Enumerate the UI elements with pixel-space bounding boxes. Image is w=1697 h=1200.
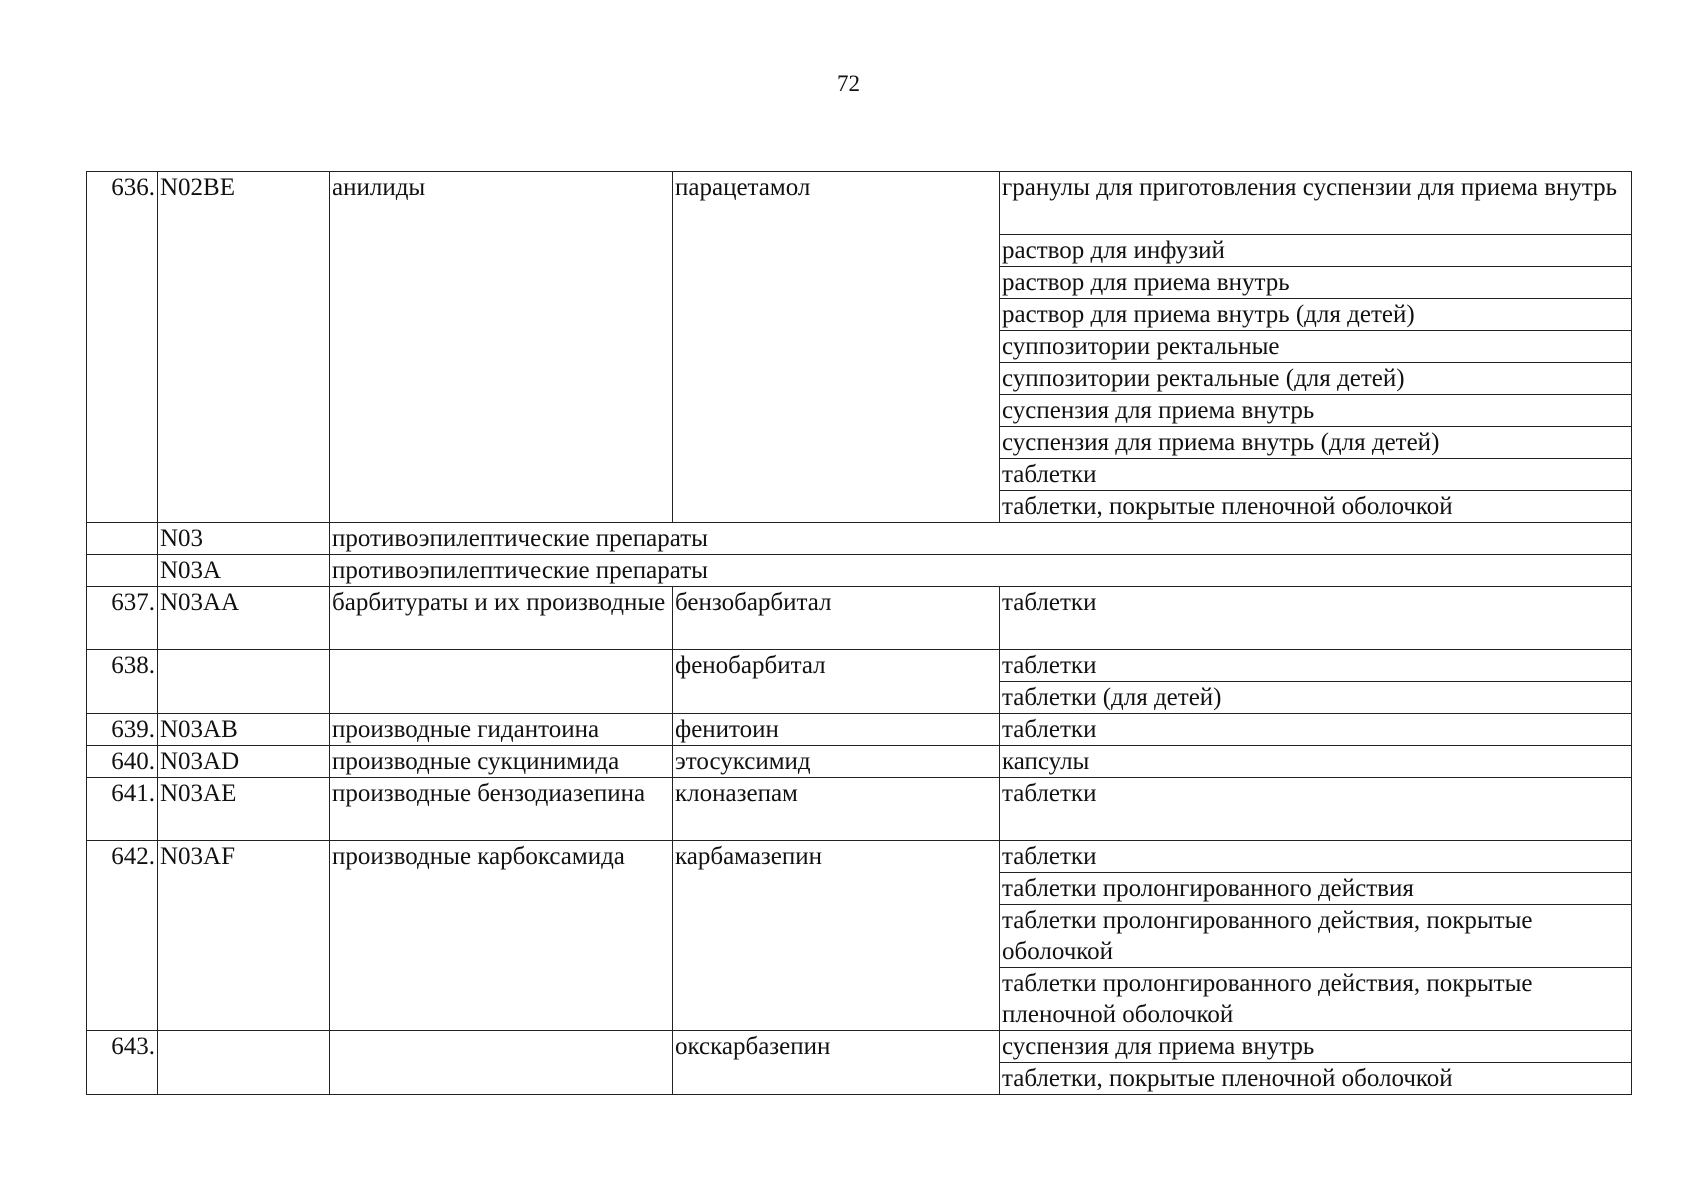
dosage-form: таблетки xyxy=(1000,714,1632,746)
table-row xyxy=(87,841,1632,873)
dosage-form: раствор для приема внутрь (для детей) xyxy=(1000,299,1632,331)
row-number: 637. xyxy=(87,587,158,650)
drug-name: парацетамол xyxy=(673,172,1000,523)
row-number: 640. xyxy=(87,746,158,778)
dosage-form: таблетки пролонгированного действия xyxy=(1000,873,1632,905)
drug-name: клоназепам xyxy=(673,778,1000,841)
pharmacological-group: производные карбоксамида xyxy=(330,841,673,1031)
pharmacological-group: производные бензодиазепина xyxy=(330,778,673,841)
dosage-form: раствор для приема внутрь xyxy=(1000,267,1632,299)
row-number: 643. xyxy=(87,1031,158,1095)
dosage-form: таблетки пролонгированного действия, покрытые оболочкой xyxy=(1000,905,1632,968)
row-number xyxy=(87,555,158,587)
atc-code: N03AD xyxy=(158,746,330,778)
atc-group-title: противоэпилептические препараты xyxy=(330,523,1632,555)
dosage-form: таблетки xyxy=(1000,778,1632,841)
row-number xyxy=(87,523,158,555)
drug-name: фенобарбитал xyxy=(673,650,1000,714)
dosage-form: суспензия для приема внутрь (для детей) xyxy=(1000,427,1632,459)
dosage-form: таблетки, покрытые пленочной оболочкой xyxy=(1000,1063,1632,1095)
drug-name: этосуксимид xyxy=(673,746,1000,778)
drug-name: окскарбазепин xyxy=(673,1031,1000,1095)
dosage-form: таблетки xyxy=(1000,459,1632,491)
atc-code: N03A xyxy=(158,555,330,587)
atc-code xyxy=(158,1031,330,1095)
drug-list-table xyxy=(86,171,1632,1095)
dosage-form: таблетки пролонгированного действия, покрытые пленочной оболочкой xyxy=(1000,968,1632,1031)
table-row xyxy=(87,172,1632,235)
atc-code: N02BE xyxy=(158,172,330,523)
row-number: 639. xyxy=(87,714,158,746)
dosage-form: таблетки xyxy=(1000,841,1632,873)
atc-code: N03AE xyxy=(158,778,330,841)
drug-name: бензобарбитал xyxy=(673,587,1000,650)
atc-code: N03AF xyxy=(158,841,330,1031)
pharmacological-group: барбитураты и их производные xyxy=(330,587,673,650)
row-number: 642. xyxy=(87,841,158,1031)
dosage-form: суппозитории ректальные (для детей) xyxy=(1000,363,1632,395)
atc-code: N03 xyxy=(158,523,330,555)
drug-name: карбамазепин xyxy=(673,841,1000,1031)
drug-name: фенитоин xyxy=(673,714,1000,746)
table-row xyxy=(87,587,1632,650)
table-row xyxy=(87,650,1632,682)
pharmacological-group xyxy=(330,1031,673,1095)
dosage-form: суспензия для приема внутрь xyxy=(1000,1031,1632,1063)
dosage-form: капсулы xyxy=(1000,746,1632,778)
dosage-form: таблетки xyxy=(1000,587,1632,650)
page-number: 72 xyxy=(837,71,860,96)
row-number: 638. xyxy=(87,650,158,714)
dosage-form: суспензия для приема внутрь xyxy=(1000,395,1632,427)
dosage-form: таблетки, покрытые пленочной оболочкой xyxy=(1000,491,1632,523)
atc-code: N03AB xyxy=(158,714,330,746)
dosage-form: таблетки (для детей) xyxy=(1000,682,1632,714)
table-row xyxy=(87,555,1632,587)
pharmacological-group: производные гидантоина xyxy=(330,714,673,746)
table-row xyxy=(87,746,1632,778)
dosage-form: гранулы для приготовления суспензии для приема внутрь xyxy=(1000,172,1632,235)
dosage-form: таблетки xyxy=(1000,650,1632,682)
table-row xyxy=(87,778,1632,841)
table-row xyxy=(87,523,1632,555)
atc-code: N03AA xyxy=(158,587,330,650)
dosage-form: раствор для инфузий xyxy=(1000,235,1632,267)
pharmacological-group: производные сукцинимида xyxy=(330,746,673,778)
pharmacological-group xyxy=(330,650,673,714)
pharmacological-group: анилиды xyxy=(330,172,673,523)
atc-group-title: противоэпилептические препараты xyxy=(330,555,1632,587)
row-number: 636. xyxy=(87,172,158,523)
table-row xyxy=(87,1031,1632,1063)
dosage-form: суппозитории ректальные xyxy=(1000,331,1632,363)
table-row xyxy=(87,714,1632,746)
atc-code xyxy=(158,650,330,714)
row-number: 641. xyxy=(87,778,158,841)
